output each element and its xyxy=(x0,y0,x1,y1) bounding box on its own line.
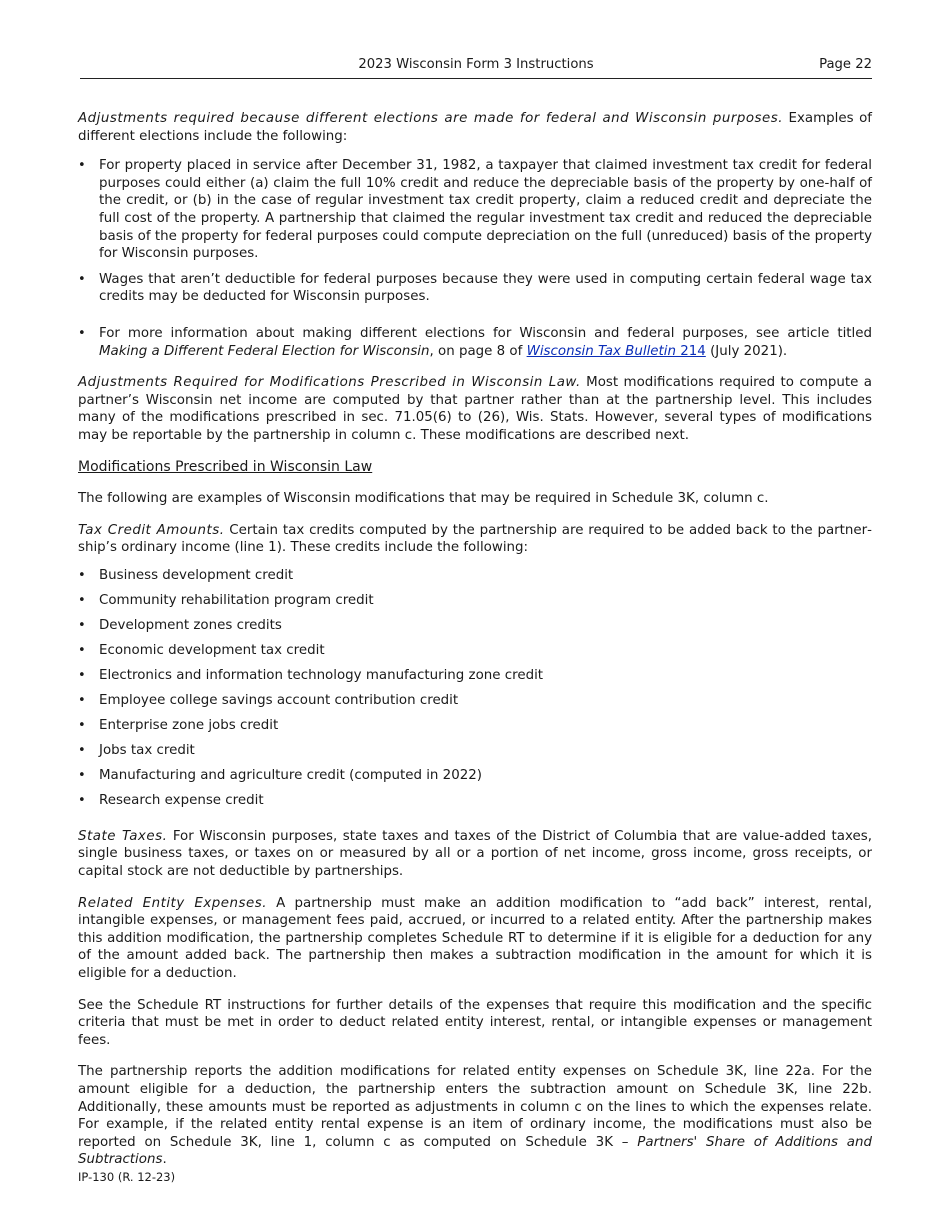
state-taxes-lead: State Taxes. xyxy=(78,828,168,844)
intro-paragraph: The following are examples of Wisconsin modifications that may be required in Schedule 3K, column c. xyxy=(78,491,769,507)
tax-credits-lead: Tax Credit Amounts. xyxy=(78,522,225,538)
related-entity-lead: Related Entity Expenses. xyxy=(78,895,267,911)
tax-bulletin-link[interactable]: Wisconsin Tax Bulletin 214 xyxy=(526,343,706,359)
tax-credits-paragraph: Tax Credit Amounts. Certain tax credits computed by the partnership are required to be added back to the partnership’s ordinary income (line 1). These credits include the following: xyxy=(78,522,872,556)
document-title: 2023 Wisconsin Form 3 Instructions xyxy=(358,57,594,72)
bullet-icon: • xyxy=(78,158,86,174)
bullet-icon: • xyxy=(78,742,86,758)
bullet-icon: • xyxy=(78,325,86,341)
bullet-icon: • xyxy=(78,692,86,708)
tax-credit-list xyxy=(78,567,872,817)
bullet-icon: • xyxy=(78,642,86,658)
list-item: • Electronics and information technology manufacturing zone credit xyxy=(78,667,544,683)
page-header xyxy=(80,56,872,79)
list-item: • Jobs tax credit xyxy=(78,742,195,758)
bullet-icon: • xyxy=(78,667,86,683)
state-taxes-paragraph: State Taxes. For Wisconsin purposes, state taxes and taxes of the District of Columbia that are value-added taxes, single business taxes, or taxes on or measured by all or a portion of net income, gross income, gross receipts, or capital stock are not deductible by partnerships. xyxy=(78,828,872,880)
section-heading: Modifications Prescribed in Wisconsin Law xyxy=(78,458,373,475)
elections-text: Examples of different elections include the following: xyxy=(78,111,872,144)
elections-paragraph xyxy=(78,110,872,145)
bullet-icon: • xyxy=(78,592,86,608)
modifications-required-paragraph: Adjustments Required for Modifications Prescribed in Wisconsin Law. Most modifications required to compute a partner’s Wisconsin net income are computed by that partner rather than at the partnership level. This includes many of the modifications prescribed in sec. 71.05(6) to (26), Wis. Stats. However, several types of modifications may be reportable by the partnership in column c. These modifications are described next. xyxy=(78,375,872,443)
form-footer: IP-130 (R. 12-23) xyxy=(78,1170,176,1184)
bullet-icon: • xyxy=(78,717,86,733)
list-item: • For property placed in service after December 31, 1982, a taxpayer that claimed investment tax credit for federal purposes could either (a) claim the full 10% credit and reduce the depreciable basis of the property by one-half of the credit, or (b) in the case of regular investment tax credit property, claim a reduced credit and depreciate the full cost of the property. A partnership that claimed the regular investment tax credit and reduced the depreciable basis of the property for federal purposes could compute depreciation on the full (unreduced) basis of the property for Wisconsin purposes. xyxy=(78,158,872,262)
page-content xyxy=(78,110,872,1169)
list-item: • Wages that aren’t deductible for federal purposes because they were used in computing certain federal wage tax credits may be deducted for Wisconsin purposes. xyxy=(78,271,872,305)
related-entity-paragraph: Related Entity Expenses. A partnership must make an addition modification to “add back” interest, rental, intangible expenses, or management fees paid, accrued, or incurred to a related entity. After the partnership makes this addition modification, the partnership completes Schedule RT to determine if it is eligible for a deduction for any of the amount added back. The partnership then makes a subtraction modification in the amount for which it is eligible for a deduction. xyxy=(78,895,872,982)
schedule-rt-paragraph: See the Schedule RT instructions for further details of the expenses that require this modification and the specific criteria that must be met in order to deduct related entity interest, rental, or intangible expenses or management fees. xyxy=(78,997,872,1048)
list-item: • Development zones credits xyxy=(78,617,282,633)
list-item: • Enterprise zone jobs credit xyxy=(78,717,279,733)
bullet-icon: • xyxy=(78,792,86,808)
bullet-icon: • xyxy=(78,271,86,287)
list-item: • Manufacturing and agriculture credit (computed in 2022) xyxy=(78,767,482,783)
elections-lead: Adjustments required because different elections are made for federal and Wisconsin purposes. xyxy=(78,111,783,126)
bullet-icon: • xyxy=(78,617,86,633)
reporting-paragraph: The partnership reports the addition modifications for related entity expenses on Schedule 3K, line 22a. For the amount eligible for a deduction, the partnership enters the subtraction amount on Schedule 3K, line 22b. Additionally, these amounts must be reported as adjustments in column c on the lines to which the expenses relate. For example, if the related entity rental expense is an item of ordinary income, the modifications must also be reported on Schedule 3K, line 1, column c as computed on Schedule 3K – Partners' Share of Additions and Subtractions. xyxy=(78,1064,872,1168)
list-item: • Business development credit xyxy=(78,567,294,583)
modifications-required-lead: Adjustments Required for Modifications Prescribed in Wisconsin Law. xyxy=(78,375,581,391)
list-item: • Economic development tax credit xyxy=(78,642,325,658)
list-item: • For more information about making different elections for Wisconsin and federal purposes, see article titled Making a Different Federal Election for Wisconsin, on page 8 of Wisconsin Tax Bulletin 214 (July 2021). xyxy=(78,325,872,359)
bullet-icon: • xyxy=(78,567,86,583)
article-title: Making a Different Federal Election for Wisconsin xyxy=(99,343,430,359)
list-item: • Community rehabilitation program credit xyxy=(78,592,374,608)
elections-list xyxy=(78,157,872,360)
schedule-title: Partners' Share of Additions and Subtractions xyxy=(78,1134,872,1168)
bullet-icon: • xyxy=(78,767,86,783)
list-item: • Employee college savings account contribution credit xyxy=(78,692,459,708)
page-number: Page 22 xyxy=(819,57,872,72)
list-item: • Research expense credit xyxy=(78,792,264,808)
